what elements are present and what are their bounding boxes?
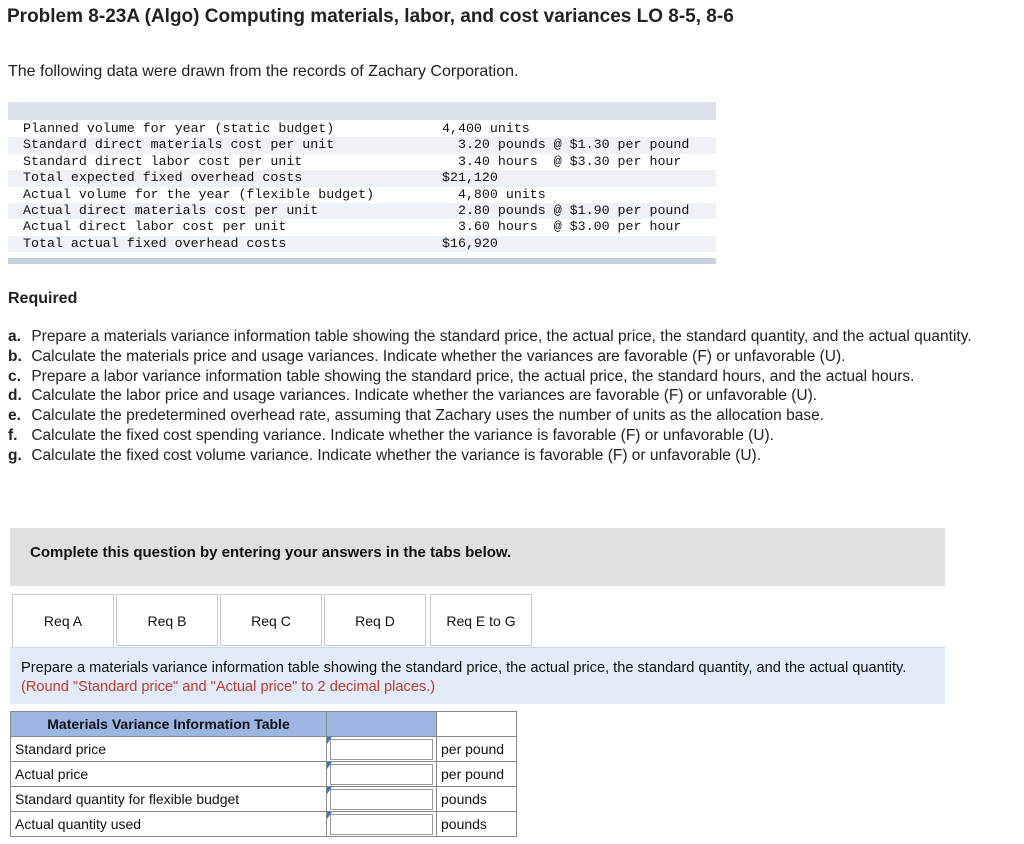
- materials-variance-table: [10, 711, 517, 837]
- table-row: [11, 762, 517, 787]
- requirements-list: [8, 327, 1018, 466]
- page-title: Problem 8-23A (Algo) Computing materials, labor, and cost variances LO 8-5, 8-6: [7, 6, 734, 27]
- standard-price-cell: [327, 737, 437, 762]
- requirement-letter: b.: [8, 347, 22, 365]
- table-row: [11, 787, 517, 812]
- input-flag-icon: [327, 812, 332, 819]
- standard-quantity-cell: [327, 787, 437, 812]
- data-row-label: Standard direct materials cost per unit: [23, 137, 335, 153]
- data-row-value: 3.60 hours @ $3.00 per hour: [442, 219, 682, 235]
- data-row-value: 3.20 pounds @ $1.30 per pound: [442, 137, 690, 153]
- data-row-label: Standard direct labor cost per unit: [23, 153, 303, 169]
- requirement-text: Calculate the materials price and usage variances. Indicate whether the variances are favorable (F) or unfavorable (U).: [31, 347, 846, 365]
- table-header-unit-col: [437, 712, 517, 737]
- table-header-row: [11, 712, 517, 737]
- table-header-value-col: [327, 712, 437, 737]
- tab-req-b[interactable]: Req B: [116, 594, 218, 646]
- requirement-letter: d.: [8, 387, 22, 405]
- data-row-label: Planned volume for year (static budget): [23, 121, 335, 136]
- requirement-text: Calculate the predetermined overhead rate, assuming that Zachary uses the number of units as the allocation base.: [31, 407, 824, 425]
- table-title: Materials Variance Information Table: [11, 712, 327, 737]
- row-unit: per pound: [437, 762, 517, 787]
- row-label: Standard price: [11, 737, 327, 762]
- data-row: [8, 236, 716, 252]
- standard-price-input[interactable]: [330, 739, 433, 760]
- actual-price-input[interactable]: [330, 764, 433, 785]
- requirement-letter: f.: [8, 426, 18, 444]
- requirement-item: [8, 446, 1018, 466]
- data-row-value: $16,920: [442, 235, 498, 251]
- requirement-item: [8, 426, 1018, 446]
- data-row-label: Actual direct materials cost per unit: [23, 203, 319, 218]
- data-row-label: Actual volume for the year (flexible budget): [23, 186, 375, 202]
- requirement-letter: a.: [8, 328, 21, 345]
- row-label: Standard quantity for flexible budget: [11, 787, 327, 812]
- row-unit: pounds: [437, 812, 517, 837]
- tab-req-c[interactable]: Req C: [220, 594, 322, 646]
- instructions-paragraph: [21, 659, 931, 696]
- tab-req-d[interactable]: Req D: [324, 594, 426, 646]
- requirement-item: [8, 367, 1018, 387]
- data-row-label: Total expected fixed overhead costs: [23, 170, 303, 186]
- requirement-item: [8, 386, 1018, 406]
- instructions-text: Prepare a materials variance information table showing the standard price, the actual price, the standard quantity, and the actual quantity.: [21, 660, 907, 676]
- row-label: Actual quantity used: [11, 812, 327, 837]
- requirement-text: Prepare a materials variance information table showing the standard price, the actual price, the standard quantity, and the actual quantity.: [31, 328, 972, 345]
- data-row: [8, 170, 716, 186]
- data-row: [8, 187, 716, 203]
- data-row-value: 3.40 hours @ $3.30 per hour: [442, 153, 682, 169]
- requirement-letter: e.: [8, 407, 21, 425]
- row-label: Actual price: [11, 762, 327, 787]
- table-row: [11, 737, 517, 762]
- data-row: [8, 121, 716, 137]
- row-unit: pounds: [437, 787, 517, 812]
- requirement-text: Calculate the fixed cost volume variance. Indicate whether the variance is favorable (F) or unfavorable (U).: [31, 446, 762, 464]
- required-heading: Required: [8, 290, 78, 307]
- data-row-label: Total actual fixed overhead costs: [23, 235, 287, 251]
- requirement-item: [8, 406, 1018, 426]
- intro-text: The following data were drawn from the records of Zachary Corporation.: [8, 63, 519, 80]
- data-row-value: 4,800 units: [442, 186, 546, 202]
- data-row-label: Actual direct labor cost per unit: [23, 219, 287, 235]
- actual-quantity-input[interactable]: [330, 814, 433, 835]
- data-row: [8, 203, 716, 219]
- actual-quantity-cell: [327, 812, 437, 837]
- row-unit: per pound: [437, 737, 517, 762]
- standard-quantity-input[interactable]: [330, 789, 433, 810]
- complete-question-banner: [10, 528, 945, 586]
- requirement-item: [8, 327, 1018, 347]
- input-flag-icon: [327, 762, 332, 769]
- rounding-note: (Round "Standard price" and "Actual price" to 2 decimal places.): [21, 678, 436, 695]
- requirement-text: Calculate the fixed cost spending variance. Indicate whether the variance is favorable (F) or unfavorable (U).: [31, 426, 774, 444]
- requirement-letter: c.: [8, 367, 21, 385]
- requirement-text: Calculate the labor price and usage variances. Indicate whether the variances are favorable (F) or unfavorable (U).: [31, 387, 818, 405]
- requirement-text: Prepare a labor variance information table showing the standard price, the actual price, the standard hours, and the actual hours.: [31, 367, 915, 385]
- data-row: [8, 154, 716, 170]
- data-row-value: $21,120: [442, 170, 498, 186]
- table-row: [11, 812, 517, 837]
- tab-req-a[interactable]: Req A: [12, 594, 114, 648]
- input-flag-icon: [327, 737, 332, 744]
- data-row-value: 4,400 units: [442, 121, 530, 136]
- data-row-value: 2.80 pounds @ $1.90 per pound: [442, 203, 690, 218]
- data-box-top-bar: [8, 102, 716, 120]
- given-data-box: [8, 102, 716, 264]
- tab-req-e-to-g[interactable]: Req E to G: [430, 594, 532, 646]
- data-row: [8, 137, 716, 153]
- requirement-letter: g.: [8, 446, 22, 464]
- requirement-item: [8, 347, 1018, 367]
- data-box-bottom-bar: [8, 258, 716, 264]
- actual-price-cell: [327, 762, 437, 787]
- tab-instructions: [10, 647, 945, 704]
- complete-question-text: Complete this question by entering your answers in the tabs below.: [30, 544, 512, 561]
- input-flag-icon: [327, 787, 332, 794]
- data-row: [8, 219, 716, 235]
